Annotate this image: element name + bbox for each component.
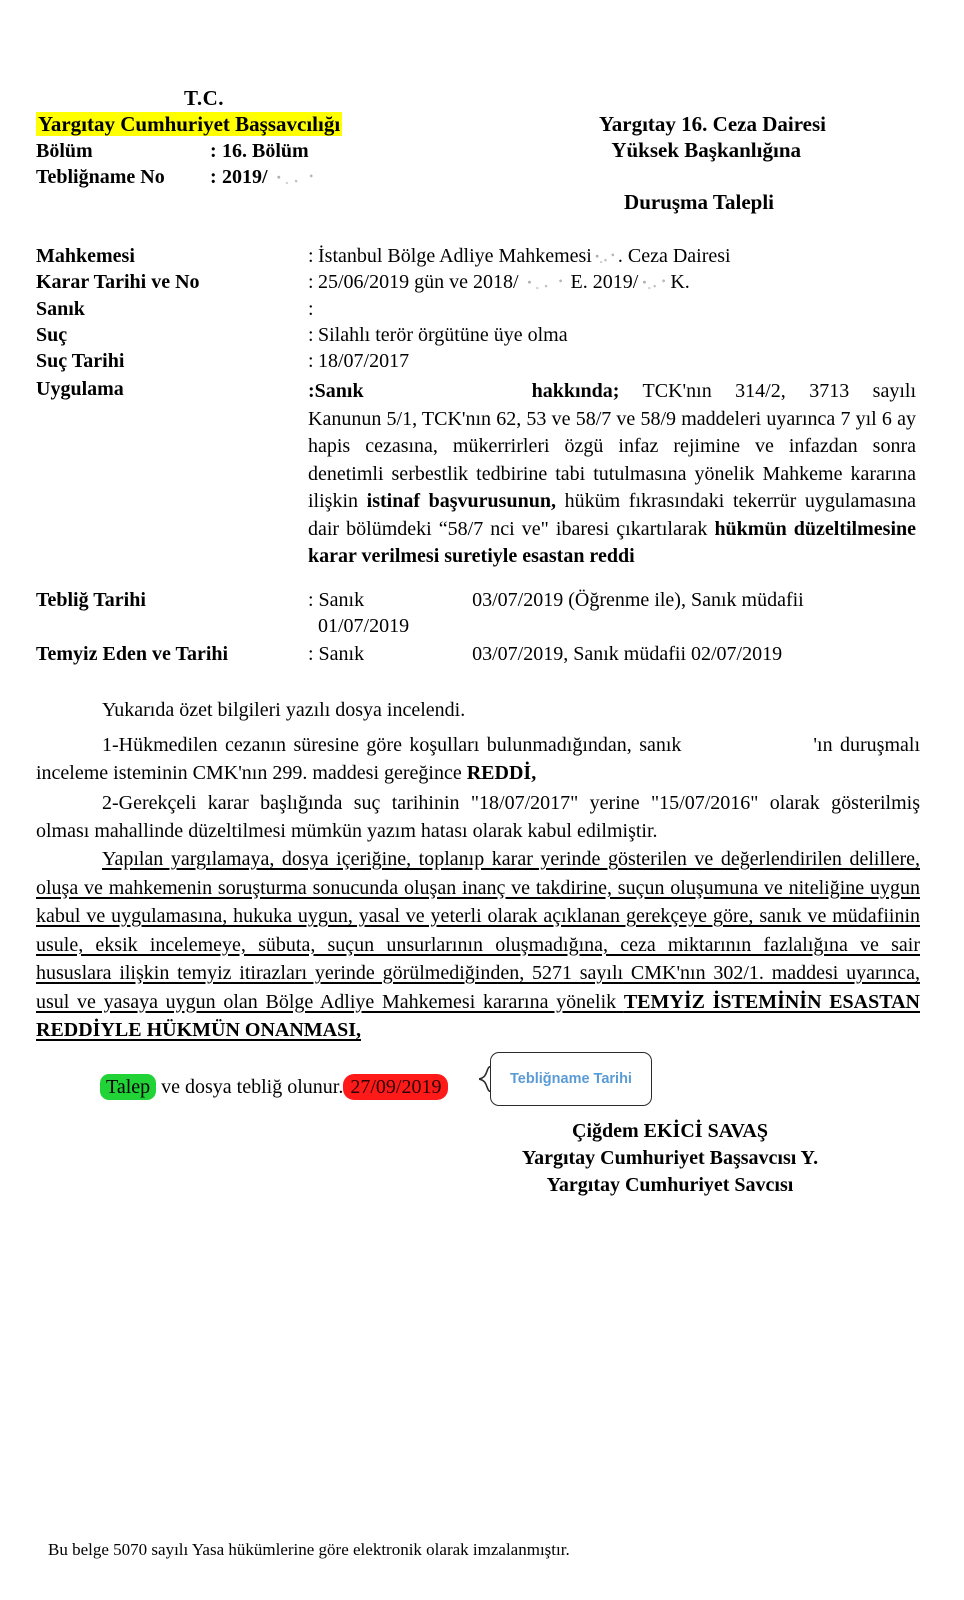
karar-tarihi-value: 25/06/2019 gün ve 2018/ xyxy=(318,271,519,293)
body-item-2 xyxy=(36,789,920,845)
uygulama-seg-5: hüküm fıkrasındaki tekerrür uygulamasına dair bölümdeki “58/7 nci ve" ibaresi çıkartılarak xyxy=(308,490,916,540)
field-row-mahkemesi xyxy=(36,245,731,268)
karar-tarihi-label: Karar Tarihi ve No xyxy=(36,271,200,293)
field-row-suc-tarihi xyxy=(36,350,409,373)
bolum-label: Bölüm xyxy=(36,140,93,162)
suc-value: Silahlı terör örgütüne üye olma xyxy=(318,324,568,346)
mahkemesi-colon: : xyxy=(308,245,314,267)
signatory-name: Çiğdem EKİCİ SAVAŞ xyxy=(572,1120,768,1142)
redacted-block xyxy=(519,277,571,290)
teblig-date: 03/07/2019 (Öğrenme ile), Sanık müdafii xyxy=(472,589,804,611)
temyiz-prefix: : Sanık xyxy=(308,643,365,665)
uygulama-seg-istinaf: istinaf başvurusunun, xyxy=(366,490,556,512)
tebligname-no-label: Tebliğname No xyxy=(36,166,165,188)
hearing-request-note: Duruşma Talepli xyxy=(624,190,774,214)
body-item-1 xyxy=(36,731,920,787)
callout-box xyxy=(490,1052,652,1106)
field-row-karar-tarihi xyxy=(36,271,690,294)
field-row-sanik xyxy=(36,298,318,321)
teblig-tarihi-label: Tebliğ Tarihi xyxy=(36,589,146,611)
sanik-colon: : xyxy=(308,298,314,320)
tebligname-no-colon: : xyxy=(210,166,217,188)
talep-highlight: Talep xyxy=(100,1074,156,1100)
suc-colon: : xyxy=(308,324,314,346)
suc-tarihi-label: Suç Tarihi xyxy=(36,350,125,372)
addressee-line-1: Yargıtay 16. Ceza Dairesi xyxy=(598,112,826,136)
karar-tarihi-value-suffix: E. 2019/ xyxy=(570,271,639,293)
field-row-suc xyxy=(36,324,568,347)
body-intro xyxy=(36,696,920,724)
uygulama-label: Uygulama xyxy=(36,378,124,400)
teblig-tarihi-second-line: 01/07/2019 xyxy=(318,615,410,637)
body-item-1-a: 1-Hükmedilen cezanın süresine göre koşulları bulunmadığından, sanık xyxy=(102,734,682,756)
mahkemesi-value-suffix: . Ceza Dairesi xyxy=(617,245,731,267)
redacted-block xyxy=(268,172,322,185)
tebligname-date-highlight: 27/09/2019 xyxy=(343,1074,448,1100)
teblig-tarihi-value xyxy=(308,589,804,612)
uygulama-seg-3: TCK'nın 314/2, 3713 sayılı Kanunun 5/1, TCK'nın 62, 53 ve 58/7 ve 58/9 maddeleri uyarınca 7 yıl 6 ay hapis cezasına, mükerrirleri özgü infaz rejimine ve infazdan sonra denetimli serbestlik tedbirine tabi tutulmasına yönelik Mahkeme kararına ilişkin xyxy=(308,380,916,512)
organization-highlight: Yargıtay Cumhuriyet Başsavcılığı xyxy=(38,112,341,136)
uygulama-seg-hakkinda: hakkında; xyxy=(531,380,620,402)
karar-tarihi-k: K. xyxy=(670,271,690,293)
body-item-3-bold: TEMYİZ İSTEMİNİN ESASTAN REDDİYLE HÜKMÜN ONANMASI, xyxy=(36,990,920,1041)
uygulama-seg-sanik: :Sanık xyxy=(308,380,364,402)
closing-line xyxy=(100,1076,448,1099)
issuing-organization xyxy=(36,112,342,137)
mahkemesi-value: İstanbul Bölge Adliye Mahkemesi xyxy=(318,245,592,267)
bolum-colon: : xyxy=(210,140,217,162)
bolum-value: 16. Bölüm xyxy=(222,140,309,162)
body-item-1-b: 'ın duruşmalı inceleme isteminin CMK'nın 299. maddesi gereğince xyxy=(36,734,920,784)
republic-abbreviation: T.C. xyxy=(183,86,225,110)
callout-tail-icon xyxy=(479,1066,491,1092)
body-intro-text: Yukarıda özet bilgileri yazılı dosya incelendi. xyxy=(102,699,466,721)
uygulama-seg-hukum: hükmün düzeltilmesine karar verilmesi suretiyle esastan reddi xyxy=(308,517,916,567)
body-item-1-reddi: REDDİ, xyxy=(466,762,537,784)
callout-label: Tebliğname Tarihi xyxy=(510,1071,632,1087)
temyiz-date: 03/07/2019, Sanık müdafii 02/07/2019 xyxy=(472,643,783,665)
temyiz-eden-value xyxy=(308,643,782,666)
signatory-title-1: Yargıtay Cumhuriyet Başsavcısı Y. xyxy=(521,1147,819,1169)
uygulama-body xyxy=(308,378,916,571)
body-item-2-text: 2-Gerekçeli karar başlığında suç tarihinin "18/07/2017" yerine "15/07/2016" olarak gösterilmiş olması mahallinde düzeltilmesi mümkün yazım hatası olarak kabul edilmiştir. xyxy=(36,792,920,842)
signatory-title-2: Yargıtay Cumhuriyet Savcısı xyxy=(546,1174,794,1196)
closing-middle: ve dosya tebliğ olunur. xyxy=(156,1076,344,1098)
tebligname-no-row xyxy=(36,166,322,189)
addressee-line-2: Yüksek Başkanlığına xyxy=(611,138,801,162)
suc-tarihi-colon: : xyxy=(308,350,314,372)
redacted-block xyxy=(592,251,618,264)
suc-tarihi-value: 18/07/2017 xyxy=(318,350,410,372)
tebligname-no-value: 2019/ xyxy=(222,166,268,188)
bolum-row xyxy=(36,140,309,163)
electronic-signature-notice: Bu belge 5070 sayılı Yasa hükümlerine göre elektronik olarak imzalanmıştır. xyxy=(48,1540,570,1559)
suc-label: Suç xyxy=(36,324,68,346)
temyiz-eden-label: Temyiz Eden ve Tarihi xyxy=(36,643,229,665)
mahkemesi-label: Mahkemesi xyxy=(36,245,135,267)
karar-tarihi-colon: : xyxy=(308,271,314,293)
body-item-3-text: Yapılan yargılamaya, dosya içeriğine, toplanıp karar yerinde gösterilen ve değerlendirilen delillere, oluşa ve mahkemenin soruşturma sonucunda oluşan inanç ve takdirine, suçun oluşumuna ve niteliğine uygun kabul ve uygulamasına, hukuka uygun, yasal ve yeterli olarak açıklanan gerekçeye göre, sanık ve müdafiinin usule, eksik incelemeye, sübuta, suçun unsurlarının oluşmadığına, ceza miktarının fazlalığına ve sair hususlara ilişkin temyiz itirazları yerinde görülmediğinden, 5271 sayılı CMK'nın 302/1. maddesi uyarınca, usul ve yasaya uygun olan Bölge Adliye Mahkemesi kararına yönelik xyxy=(36,848,920,1013)
body-item-3 xyxy=(36,845,920,1045)
sanik-label: Sanık xyxy=(36,298,85,320)
redacted-block xyxy=(638,277,670,290)
teblig-prefix: : Sanık xyxy=(308,589,365,611)
